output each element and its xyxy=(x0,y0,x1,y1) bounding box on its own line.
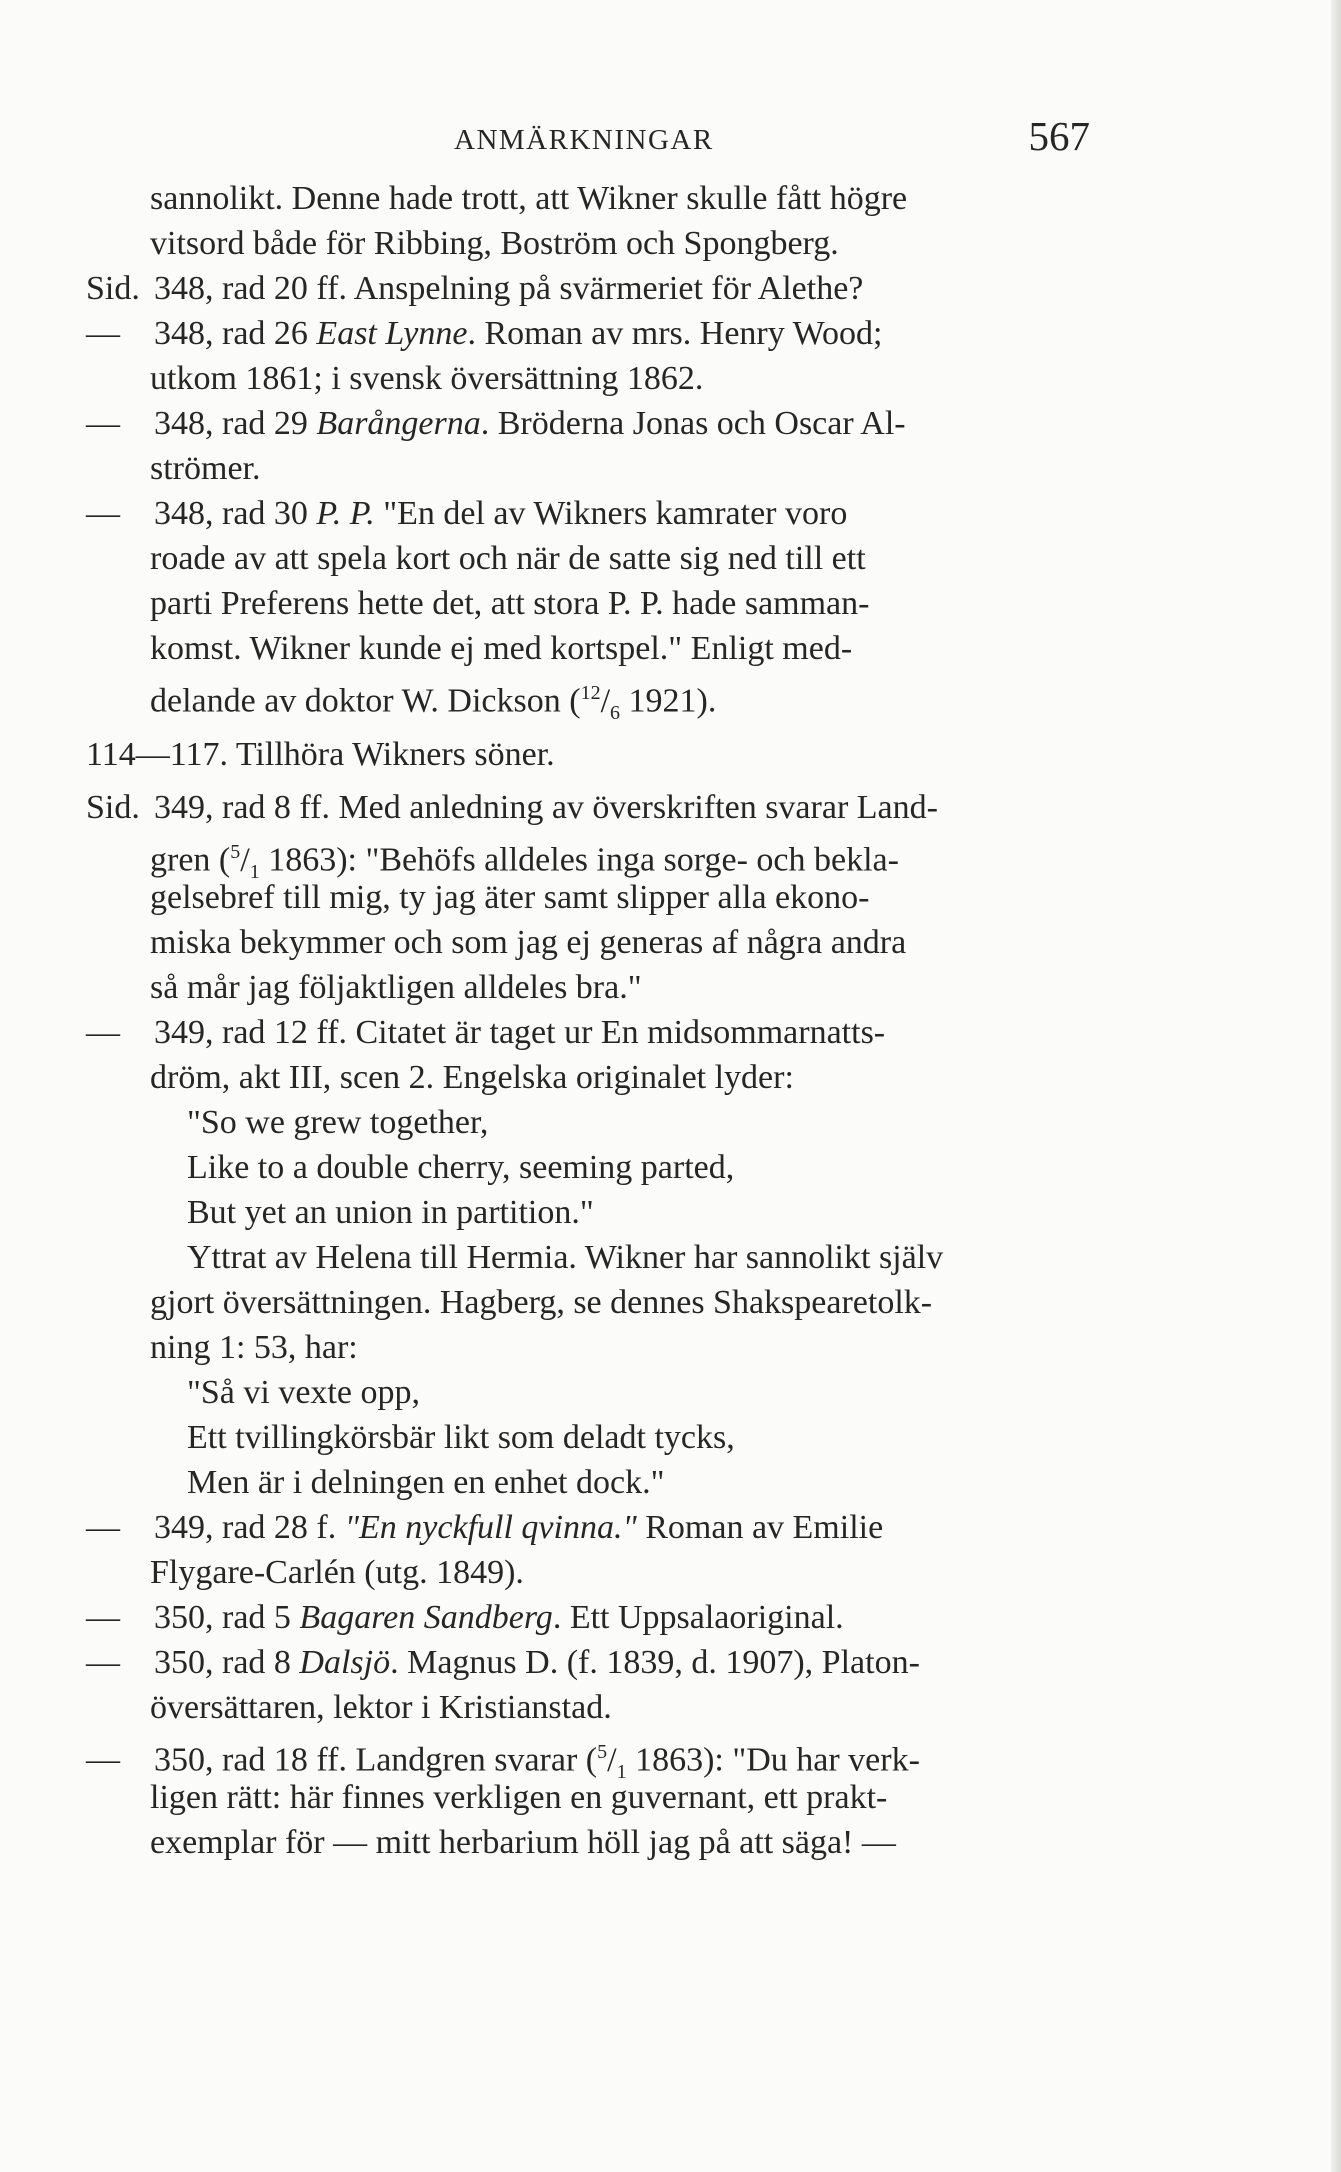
entry-text: Roman av Emilie xyxy=(636,1509,884,1546)
entry-dash: — xyxy=(86,1014,120,1051)
text-segment: gren ( xyxy=(150,841,231,879)
text-line xyxy=(150,671,1090,725)
entry-title: East Lynne xyxy=(316,315,468,352)
quote-line: "So we grew together, xyxy=(187,1104,489,1141)
quote-line: "Så vi vexte opp, xyxy=(187,1374,420,1411)
text-line: ning 1: 53, har: xyxy=(150,1329,358,1366)
date-day: 12 xyxy=(580,682,601,704)
entry-text: 1863): "Du har verk- xyxy=(626,1741,920,1779)
entry-title: P. P. xyxy=(316,495,375,532)
text-line: exemplar för — mitt herbarium höll jag på att säga! — xyxy=(150,1824,896,1861)
entry-text: 349, rad 28 f. xyxy=(154,1509,345,1546)
page-number: 567 xyxy=(1028,113,1090,159)
entry-dash: — xyxy=(86,495,120,532)
text-line: strömer. xyxy=(150,450,261,487)
entry-dash: — xyxy=(86,1509,120,1546)
text-line: utkom 1861; i svensk översättning 1862. xyxy=(150,360,704,397)
entry-text: 350, rad 8 xyxy=(154,1644,300,1681)
text-line: gjort översättningen. Hagberg, se dennes Shakspearetolk- xyxy=(150,1284,933,1321)
body-text xyxy=(86,176,1090,1865)
page-header xyxy=(150,112,1090,162)
entry-text: 348, rad 20 ff. Anspelning på svärmeriet för Alethe? xyxy=(154,270,864,307)
entry-text: 348, rad 30 xyxy=(154,495,317,532)
text-line: ligen rätt: här finnes verkligen en guvernant, ett prakt- xyxy=(150,1779,888,1816)
text-line: Yttrat av Helena till Hermia. Wikner har sannolikt själv xyxy=(187,1239,944,1276)
text-line: gelsebref till mig, ty jag äter samt slipper alla ekono- xyxy=(150,879,870,916)
page-edge xyxy=(1331,0,1341,2172)
date-slash: / xyxy=(240,841,250,879)
entry-line xyxy=(86,1730,1090,1784)
running-title: ANMÄRKNINGAR xyxy=(454,124,714,156)
entry-title: Bagaren Sandberg xyxy=(299,1599,553,1636)
date-month: 6 xyxy=(610,702,621,725)
sid-label: Sid. xyxy=(86,789,140,826)
entry-text: . Ett Uppsalaoriginal. xyxy=(552,1599,844,1636)
entry-line xyxy=(86,401,1090,446)
quote-line: Men är i delningen en enhet dock." xyxy=(187,1464,665,1501)
entry-text: 350, rad 5 xyxy=(154,1599,300,1636)
entry-line xyxy=(86,266,1090,311)
quote-line: Ett tvillingkörsbär likt som deladt tycks, xyxy=(187,1419,735,1456)
entry-text: 350, rad 18 ff. Landgren svarar ( xyxy=(154,1741,598,1779)
sid-label: Sid. xyxy=(86,270,140,307)
text-line: vitsord både för Ribbing, Boström och Spongberg. xyxy=(150,225,839,262)
entry-text: "En del av Wikners kamrater voro xyxy=(374,495,848,532)
entry-text: . Magnus D. (f. 1839, d. 1907), Platon- xyxy=(390,1644,920,1681)
entry-dash: — xyxy=(86,1741,120,1779)
entry-text: . Roman av mrs. Henry Wood; xyxy=(467,315,883,352)
text-line: översättaren, lektor i Kristianstad. xyxy=(150,1689,612,1726)
entry-line xyxy=(86,1505,1090,1550)
entry-dash: — xyxy=(86,315,120,352)
entry-title: Dalsjö xyxy=(299,1644,391,1681)
entry-title: "En nyckfull qvinna." xyxy=(344,1509,637,1546)
entry-dash: — xyxy=(86,1599,120,1636)
entry-text: 348, rad 26 xyxy=(154,315,317,352)
date-slash: / xyxy=(600,682,611,720)
entry-dash: — xyxy=(86,405,120,442)
date-month: 1 xyxy=(616,1761,627,1784)
entry-text: 349, rad 12 ff. Citatet är taget ur En midsommarnatts- xyxy=(154,1014,886,1051)
entry-text: 349, rad 8 ff. Med anledning av överskriften svarar Land- xyxy=(154,789,938,826)
entry-text: 348, rad 29 xyxy=(154,405,317,442)
entry-line xyxy=(86,491,1090,536)
entry-dash: — xyxy=(86,1644,120,1681)
entry-title: Barångerna xyxy=(316,405,481,442)
text-line xyxy=(150,830,1090,884)
entry-text: . Bröderna Jonas och Oscar Al- xyxy=(480,405,906,442)
entry-line xyxy=(86,1640,1090,1685)
text-line: så mår jag följaktligen alldeles bra." xyxy=(150,969,642,1006)
entry-line xyxy=(86,1010,1090,1055)
entry-line xyxy=(86,1595,1090,1640)
text-line: sannolikt. Denne hade trott, att Wikner skulle fått högre xyxy=(150,180,908,217)
entry-line xyxy=(86,311,1090,356)
entry-line xyxy=(86,785,1090,830)
quote-line: But yet an union in partition." xyxy=(187,1194,594,1231)
text-line: parti Preferens hette det, att stora P. P. hade samman- xyxy=(150,585,870,622)
date-slash: / xyxy=(607,1741,617,1779)
text-line: miska bekymmer och som jag ej generas af några andra xyxy=(150,924,907,961)
text-segment: 1921). xyxy=(620,682,717,720)
text-line: roade av att spela kort och när de satte sig ned till ett xyxy=(150,540,866,577)
date-day: 5 xyxy=(597,1741,608,1763)
text-line: Flygare-Carlén (utg. 1849). xyxy=(150,1554,524,1591)
text-line: komst. Wikner kunde ej med kortspel." Enligt med- xyxy=(150,630,853,667)
section-gap xyxy=(150,777,1090,785)
text-line: dröm, akt III, scen 2. Engelska originalet lyder: xyxy=(150,1059,794,1096)
text-line: 114—117. Tillhöra Wikners söner. xyxy=(86,736,555,773)
quote-line: Like to a double cherry, seeming parted, xyxy=(187,1149,735,1186)
text-segment: 1863): "Behöfs alldeles inga sorge- och bekla- xyxy=(259,841,899,879)
date-month: 1 xyxy=(249,861,260,884)
date-day: 5 xyxy=(230,841,241,863)
text-segment: delande av doktor W. Dickson ( xyxy=(150,682,581,720)
